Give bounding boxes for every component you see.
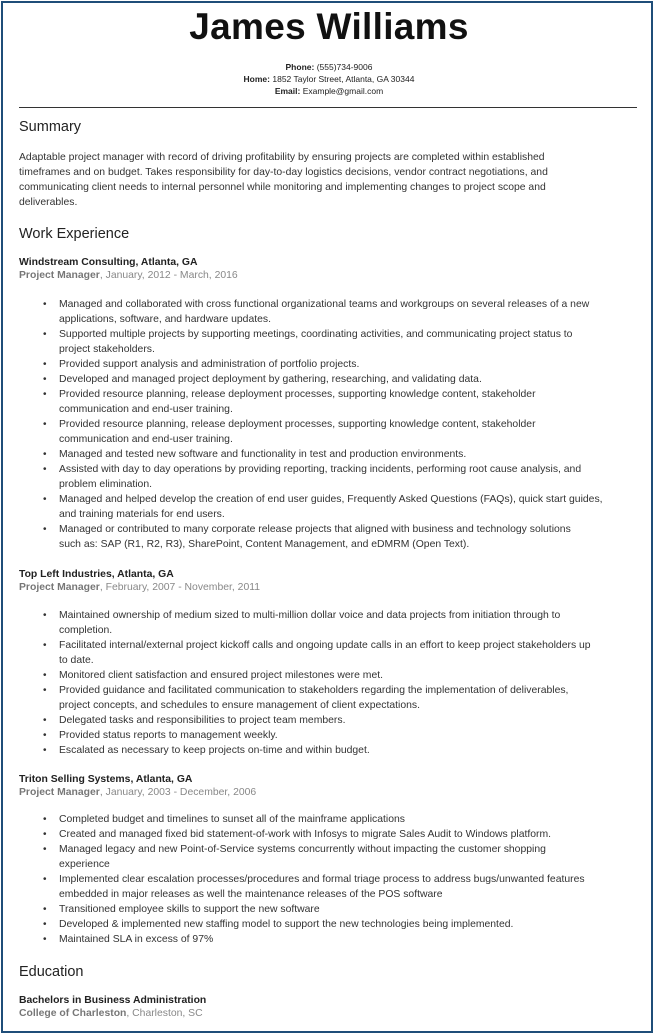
candidate-name: James Williams: [189, 6, 469, 47]
bullet-item: • Facilitated internal/external project kickoff calls and ongoing update calls in an effort to keep project stakeholders up to date.: [43, 640, 591, 666]
summary-line: communicating client needs to internal personnel while monitoring and implementing changes to project scope and: [19, 182, 546, 193]
work-experience-heading: Work Experience: [19, 226, 130, 242]
job-bullets: [41, 812, 641, 947]
job-title: Project Manager: [19, 787, 100, 798]
bullet-item: • Provided guidance and facilitated communication to stakeholders regarding the implementation of deliverables, project concepts, and schedules to ensure management of client expectations.: [43, 685, 569, 711]
job-title: Project Manager: [19, 270, 100, 281]
bullet-icon: •: [43, 730, 47, 741]
bullet-item: • Managed legacy and new Point-of-Service systems concurrently without impacting the customer shopping experience: [43, 844, 546, 870]
bullet-icon: •: [43, 374, 47, 385]
bullet-item: • Managed and collaborated with cross functional organizational teams and workgroups on several releases of a new applications, software, and hardware updates.: [43, 299, 590, 325]
bullet-icon: •: [43, 494, 47, 505]
bullet-item: • Completed budget and timelines to sunset all of the mainframe applications: [43, 814, 405, 825]
bullet-icon: •: [43, 919, 47, 930]
bullet-icon: •: [43, 524, 47, 535]
job-dates: , January, 2012 - March, 2016: [99, 270, 238, 281]
email-value: Example@gmail.com: [302, 86, 384, 96]
education-degree: Bachelors in Business Administration: [19, 995, 207, 1006]
bullet-item: • Developed & implemented new staffing model to support the new technologies being implemented.: [43, 919, 514, 930]
home-value: 1852 Taylor Street, Atlanta, GA 30344: [272, 74, 415, 84]
bullet-icon: •: [43, 610, 47, 621]
home-label: Home:: [243, 74, 270, 84]
bullet-icon: •: [43, 685, 47, 696]
home-line: [19, 73, 639, 85]
bullet-item: • Maintained SLA in excess of 97%: [43, 934, 214, 945]
bullet-icon: •: [43, 745, 47, 756]
bullet-icon: •: [43, 829, 47, 840]
bullet-icon: •: [43, 814, 47, 825]
bullet-icon: •: [43, 419, 47, 430]
email-line: [19, 85, 639, 97]
bullet-icon: •: [43, 640, 47, 651]
job-role-line: [19, 787, 256, 798]
bullet-icon: •: [43, 359, 47, 370]
job-dates: , February, 2007 - November, 2011: [99, 582, 261, 593]
job-company: Top Left Industries, Atlanta, GA: [19, 569, 174, 580]
job-bullets: [41, 297, 641, 552]
bullet-item: • Assisted with day to day operations by providing reporting, tracking incidents, performing root cause analysis, and problem elimination.: [43, 464, 582, 490]
bullet-item: • Maintained ownership of medium sized to multi-million dollar voice and data projects from initiation through to completion.: [43, 610, 561, 636]
email-label: Email:: [274, 86, 301, 96]
bullet-item: • Managed and tested new software and functionality in test and production environments.: [43, 449, 467, 460]
bullet-icon: •: [43, 464, 47, 475]
summary-text: [19, 150, 619, 210]
bullet-item: • Escalated as necessary to keep projects on-time and within budget.: [43, 745, 370, 756]
bullet-item: • Managed and helped develop the creation of end user guides, Frequently Asked Questions (FAQs), quick start guides, and training materials for end users.: [43, 494, 603, 520]
bullet-item: • Transitioned employee skills to support the new software: [43, 904, 320, 915]
bullet-icon: •: [43, 329, 47, 340]
job-role-line: [19, 270, 238, 281]
phone-label: Phone:: [285, 62, 315, 72]
summary-line: deliverables.: [19, 197, 78, 208]
job-dates: , January, 2003 - December, 2006: [99, 787, 257, 798]
bullet-item: • Provided resource planning, release deployment processes, supporting knowledge content, stakeholder communication and end-user training.: [43, 419, 536, 445]
bullet-item: • Managed or contributed to many corporate release projects that aligned with business and technology solutions such as: SAP (R1, R2, R3), SharePoint, Content Management, and eDMRM (Open Text).: [43, 524, 571, 550]
bullet-item: • Provided resource planning, release deployment processes, supporting knowledge content, stakeholder communication and end-user training.: [43, 389, 536, 415]
job-company: Triton Selling Systems, Atlanta, GA: [19, 774, 193, 785]
bullet-item: • Provided support analysis and administration of portfolio projects.: [43, 359, 360, 370]
header-divider: [19, 107, 637, 108]
bullet-item: • Created and managed fixed bid statement-of-work with Infosys to migrate Sales Audit to Windows platform.: [43, 829, 552, 840]
bullet-item: • Developed and managed project deployment by gathering, researching, and validating data.: [43, 374, 482, 385]
job-title: Project Manager: [19, 582, 100, 593]
bullet-item: • Monitored client satisfaction and ensured project milestones were met.: [43, 670, 384, 681]
bullet-icon: •: [43, 904, 47, 915]
education-heading: Education: [19, 964, 84, 980]
education-school: College of Charleston: [19, 1008, 127, 1019]
education-school-line: [19, 1008, 203, 1019]
bullet-item: • Delegated tasks and responsibilities to project team members.: [43, 715, 346, 726]
phone-value: (555)734-9006: [316, 62, 373, 72]
job-role-line: [19, 582, 260, 593]
phone-line: [19, 61, 639, 73]
bullet-icon: •: [43, 874, 47, 885]
bullet-icon: •: [43, 449, 47, 460]
bullet-item: • Provided status reports to management weekly.: [43, 730, 278, 741]
bullet-item: • Supported multiple projects by supporting meetings, coordinating activities, and communicating project status to project stakeholders.: [43, 329, 573, 355]
bullet-icon: •: [43, 670, 47, 681]
education-location: , Charleston, SC: [126, 1008, 203, 1019]
summary-line: Adaptable project manager with record of driving profitability by ensuring projects are completed within established: [19, 152, 545, 163]
bullet-icon: •: [43, 299, 47, 310]
bullet-icon: •: [43, 934, 47, 945]
bullet-item: • Implemented clear escalation processes/procedures and formal triage process to address bugs/unwanted features embedded in major releases as well the maintenance releases of the POS software: [43, 874, 585, 900]
bullet-icon: •: [43, 844, 47, 855]
bullet-icon: •: [43, 715, 47, 726]
summary-heading: Summary: [19, 119, 82, 135]
job-company: Windstream Consulting, Atlanta, GA: [19, 257, 198, 268]
job-bullets: [41, 608, 641, 758]
summary-line: timeframes and on budget. Takes responsibility for day-to-day logistics decisions, vendor contract negotiations, and: [19, 167, 548, 178]
bullet-icon: •: [43, 389, 47, 400]
